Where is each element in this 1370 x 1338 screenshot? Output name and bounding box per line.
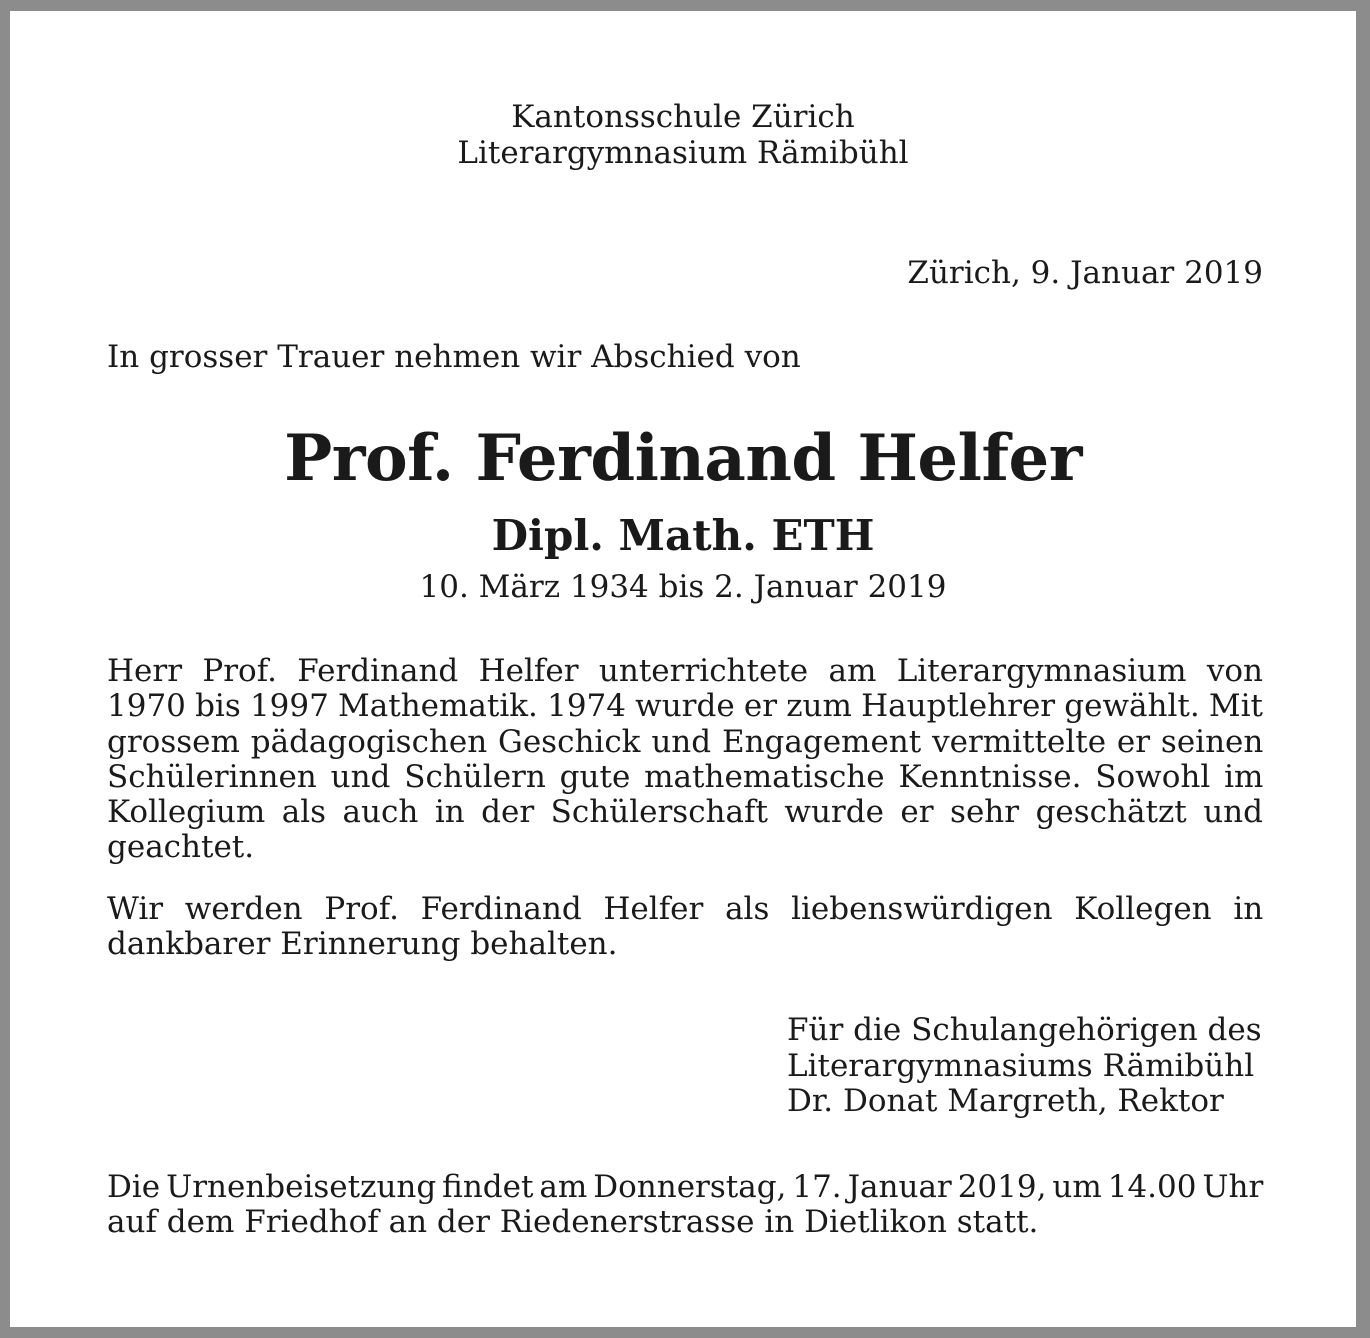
signature-line: Literargymnasiums Rämibühl [787,1047,1255,1084]
life-dates: 10. März 1934 bis 2. Januar 2019 [419,569,947,605]
paragraph-line: grossem pädagogischen Geschick und Engagement vermittelte er seinen [107,723,1264,760]
paragraph-line: Wir werden Prof. Ferdinand Helfer als liebenswürdigen Kollegen in [107,891,1264,927]
paragraph-line: Herr Prof. Ferdinand Helfer unterrichtete am Literargymnasium von [107,653,1263,689]
signature-line: Dr. Donat Margreth, Rektor [787,1083,1224,1119]
school-subname: Literargymnasium Rämibühl [457,135,909,171]
paragraph-tribute [107,654,1263,866]
place-date: Zürich, 9. Januar 2019 [907,255,1263,291]
funeral-line: auf dem Friedhof an der Riedenerstrasse in Dietlikon statt. [107,1204,1039,1241]
deceased-name: Prof. Ferdinand Helfer [284,421,1082,496]
paragraph-line: geachtet. [107,829,255,866]
paragraph-line: Kollegium als auch in der Schülerschaft wurde er sehr geschätzt und [107,794,1263,831]
funeral-line: Die Urnenbeisetzung findet am Donnerstag, 17. Januar 2019, um 14.00 Uhr [107,1169,1264,1205]
paragraph-line: 1970 bis 1997 Mathematik. 1974 wurde er zum Hauptlehrer gewählt. Mit [107,688,1263,725]
intro-text: In grosser Trauer nehmen wir Abschied von [107,339,801,375]
funeral-notice [107,1170,1263,1241]
school-name: Kantonsschule Zürich [511,99,855,135]
paragraph-remembrance [107,892,1263,963]
obituary-page [10,11,1356,1327]
paragraph-line: Schülerinnen und Schülern gute mathematische Kenntnisse. Sowohl im [107,758,1264,795]
deceased-title: Dipl. Math. ETH [491,511,875,560]
signature-block [787,1013,1262,1120]
paragraph-line: dankbarer Erinnerung behalten. [107,926,618,963]
signature-line: Für die Schulangehörigen des [787,1012,1262,1048]
